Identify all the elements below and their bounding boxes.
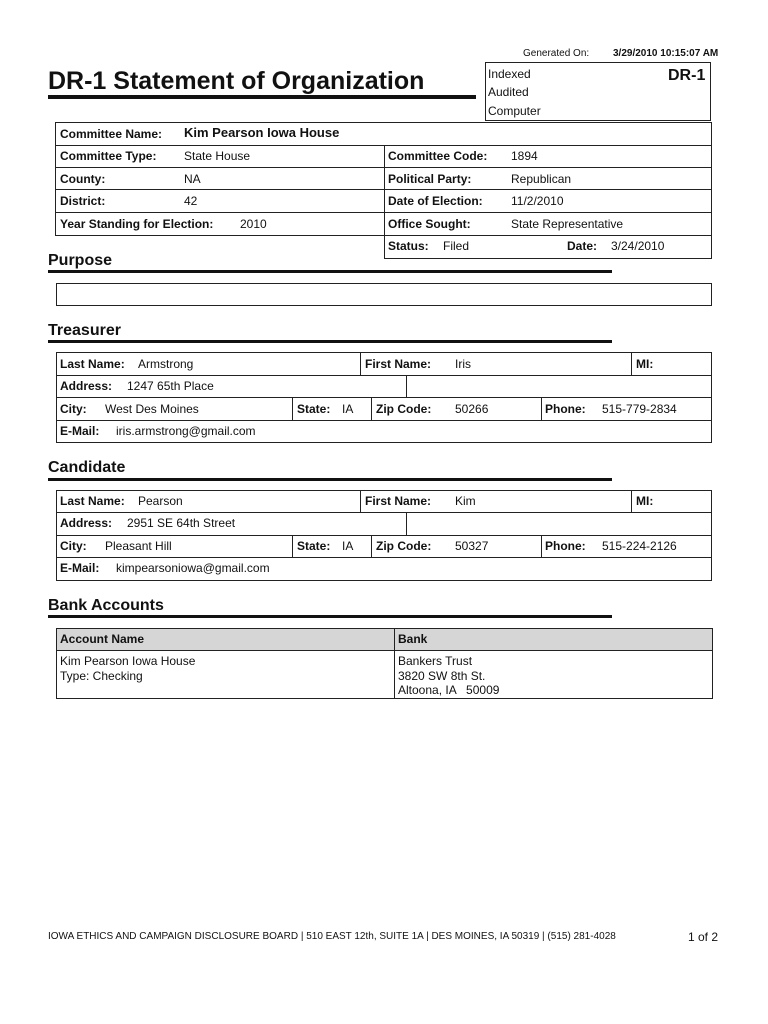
- bank-account-name: Kim Pearson Iowa House: [60, 654, 196, 668]
- treasurer-state-label: State:: [297, 402, 331, 416]
- divider: [384, 167, 712, 168]
- candidate-first-name-label: First Name:: [365, 494, 432, 508]
- divider: [406, 512, 407, 535]
- election-date-label: Date of Election:: [388, 194, 483, 208]
- divider: [384, 189, 712, 190]
- page-title: DR-1 Statement of Organization: [48, 67, 425, 95]
- treasurer-zip-value: 50266: [455, 402, 489, 416]
- generated-on-value: 3/29/2010 10:15:07 AM: [613, 48, 719, 59]
- treasurer-state-value: IA: [342, 402, 354, 416]
- treasurer-heading: Treasurer: [48, 322, 121, 339]
- status-line-audited: Audited: [488, 85, 529, 99]
- treasurer-email-label: E-Mail:: [60, 424, 100, 438]
- purpose-heading: Purpose: [48, 252, 113, 269]
- purpose-box: [56, 283, 712, 306]
- title-underline: [48, 95, 476, 99]
- candidate-phone-label: Phone:: [545, 539, 586, 553]
- divider: [371, 535, 372, 557]
- footer-board-info: IOWA ETHICS AND CAMPAIGN DISCLOSURE BOARD | 510 EAST 12th, SUITE 1A | DES MOINES, IA 50319 | (515) 281-4028: [48, 931, 616, 942]
- treasurer-address-value: 1247 65th Place: [127, 379, 214, 393]
- committee-code-value: 1894: [511, 149, 538, 163]
- county-value: NA: [184, 172, 201, 186]
- bank-col-account-name: Account Name: [60, 632, 145, 646]
- divider: [360, 352, 361, 375]
- political-party-value: Republican: [511, 172, 572, 186]
- divider: [360, 490, 361, 512]
- divider: [55, 212, 385, 213]
- committee-name-value: Kim Pearson Iowa House: [184, 125, 340, 140]
- committee-type-value: State House: [184, 149, 251, 163]
- divider: [384, 212, 712, 213]
- candidate-state-label: State:: [297, 539, 331, 553]
- bank-accounts-rule: [48, 615, 612, 618]
- district-label: District:: [60, 194, 106, 208]
- treasurer-mi-label: MI:: [636, 357, 654, 371]
- candidate-zip-value: 50327: [455, 539, 489, 553]
- bank-table-header-bg: [57, 629, 712, 650]
- candidate-address-value: 2951 SE 64th Street: [127, 516, 236, 530]
- committee-name-label: Committee Name:: [60, 127, 163, 141]
- treasurer-city-value: West Des Moines: [105, 402, 199, 416]
- election-date-value: 11/2/2010: [511, 194, 564, 208]
- candidate-phone-value: 515-224-2126: [602, 539, 677, 553]
- divider: [394, 628, 395, 699]
- candidate-last-name-value: Pearson: [138, 494, 183, 508]
- candidate-first-name-value: Kim: [455, 494, 476, 508]
- treasurer-phone-label: Phone:: [545, 402, 586, 416]
- candidate-city-label: City:: [60, 539, 87, 553]
- status-label: Status:: [388, 239, 429, 253]
- bank-street: 3820 SW 8th St.: [398, 669, 486, 683]
- treasurer-zip-label: Zip Code:: [376, 402, 432, 416]
- district-value: 42: [184, 194, 198, 208]
- candidate-state-value: IA: [342, 539, 354, 553]
- divider: [55, 167, 385, 168]
- filing-date-value: 3/24/2010: [611, 239, 665, 253]
- candidate-address-label: Address:: [60, 516, 113, 530]
- treasurer-email-value: iris.armstrong@gmail.com: [116, 424, 256, 438]
- page-number: 1 of 2: [688, 930, 719, 944]
- county-label: County:: [60, 172, 106, 186]
- generated-on-label: Generated On:: [523, 48, 590, 59]
- treasurer-last-name-label: Last Name:: [60, 357, 125, 371]
- divider: [406, 375, 407, 397]
- divider: [56, 512, 712, 513]
- candidate-heading: Candidate: [48, 459, 126, 476]
- divider: [56, 375, 712, 376]
- treasurer-address-label: Address:: [60, 379, 113, 393]
- treasurer-first-name-label: First Name:: [365, 357, 432, 371]
- divider: [631, 490, 632, 512]
- year-standing-label: Year Standing for Election:: [60, 217, 214, 231]
- form-code: DR-1: [668, 67, 706, 84]
- divider: [292, 535, 293, 557]
- divider: [541, 535, 542, 557]
- treasurer-city-label: City:: [60, 402, 87, 416]
- committee-code-label: Committee Code:: [388, 149, 488, 163]
- divider: [384, 235, 712, 236]
- candidate-mi-label: MI:: [636, 494, 654, 508]
- candidate-city-value: Pleasant Hill: [105, 539, 172, 553]
- candidate-zip-label: Zip Code:: [376, 539, 432, 553]
- divider: [55, 189, 385, 190]
- candidate-email-value: kimpearsoniowa@gmail.com: [116, 561, 270, 575]
- treasurer-last-name-value: Armstrong: [138, 357, 194, 371]
- bank-account-type: Type: Checking: [60, 669, 143, 683]
- committee-type-label: Committee Type:: [60, 149, 157, 163]
- divider: [56, 535, 712, 536]
- status-value: Filed: [443, 239, 470, 253]
- divider: [56, 420, 712, 421]
- divider: [631, 352, 632, 375]
- treasurer-first-name-value: Iris: [455, 357, 471, 371]
- divider: [56, 557, 712, 558]
- office-sought-value: State Representative: [511, 217, 624, 231]
- divider: [541, 397, 542, 420]
- candidate-email-label: E-Mail:: [60, 561, 100, 575]
- status-line-computer: Computer: [488, 104, 541, 118]
- treasurer-rule: [48, 340, 612, 343]
- treasurer-phone-value: 515-779-2834: [602, 402, 677, 416]
- candidate-last-name-label: Last Name:: [60, 494, 125, 508]
- political-party-label: Political Party:: [388, 172, 472, 186]
- divider: [56, 397, 712, 398]
- bank-accounts-heading: Bank Accounts: [48, 597, 164, 614]
- bank-name: Bankers Trust: [398, 654, 473, 668]
- candidate-rule: [48, 478, 612, 481]
- bank-col-bank: Bank: [398, 632, 428, 646]
- filing-date-label: Date:: [567, 239, 598, 253]
- status-line-indexed: Indexed: [488, 67, 531, 81]
- divider: [371, 397, 372, 420]
- bank-city-state-zip: Altoona, IA 50009: [398, 683, 500, 697]
- year-standing-value: 2010: [240, 217, 267, 231]
- purpose-rule: [48, 270, 612, 273]
- divider: [292, 397, 293, 420]
- divider: [56, 650, 713, 651]
- office-sought-label: Office Sought:: [388, 217, 471, 231]
